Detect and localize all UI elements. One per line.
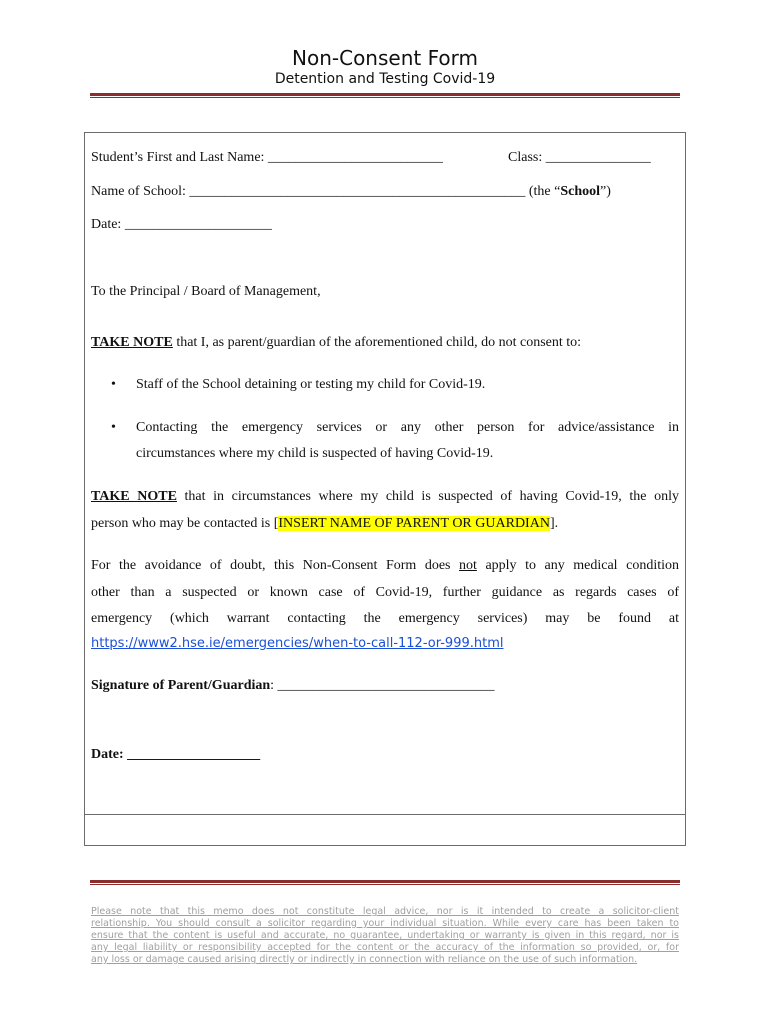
hse-emergency-link[interactable]: https://www2.hse.ie/emergencies/when-to-call-112-or-999.html (91, 636, 504, 651)
signature-date-field[interactable]: Date: ___________________ (91, 747, 261, 762)
date-field[interactable]: Date: _____________________ (91, 217, 272, 232)
insert-name-placeholder[interactable]: INSERT NAME OF PARENT OR GUARDIAN (278, 516, 550, 531)
header-divider (90, 93, 680, 98)
take-note-1-text: that I, as parent/guardian of the aforementioned child, do not consent to: (172, 335, 582, 350)
take-note-1 (91, 335, 581, 351)
class-field[interactable]: Class: _______________ (508, 150, 651, 165)
disclaimer-line-2: relationship. You should consult a solicitor regarding your individual situation. While every care has been taken to (91, 918, 679, 929)
take-note-2 (91, 489, 679, 505)
form-title: Non-Consent Form (292, 46, 478, 70)
form-box-divider (84, 814, 686, 815)
signature-label: Signature of Parent/Guardian (91, 678, 271, 693)
take-note-2-heading: TAKE NOTE (91, 489, 177, 504)
disclaimer-line-4: any legal liability or responsibility accepted for the content or the accuracy of the information so provided, or, for (91, 942, 679, 953)
avoidance-text-a: For the avoidance of doubt, this Non-Consent Form does (91, 558, 460, 573)
contact-line-start: person who may be contacted is [ (91, 516, 279, 531)
school-label-text: Name of School: ________________________________________________ (the “ (91, 184, 561, 199)
take-note-1-heading: TAKE NOTE (91, 335, 173, 350)
bullet-1-marker: • (111, 377, 116, 392)
disclaimer-line-1: Please note that this memo does not constitute legal advice, nor is it intended to create a solicitor-client (91, 906, 679, 917)
take-note-2-text: that in circumstances where my child is suspected of having Covid-19, the only (176, 489, 679, 504)
bullet-2-text-line2: circumstances where my child is suspected of having Covid-19. (136, 446, 494, 461)
disclaimer-line-3: ensure that the content is useful and accurate, no guarantee, undertaking or warranty is given in this regard, nor is (91, 930, 679, 941)
contact-person-line (91, 516, 558, 532)
salutation: To the Principal / Board of Management, (91, 284, 321, 299)
footer-divider (90, 880, 680, 885)
avoidance-line-2: other than a suspected or known case of Covid-19, further guidance as regards cases of (91, 585, 679, 600)
bullet-2-marker: • (111, 420, 116, 435)
form-subtitle: Detention and Testing Covid-19 (274, 71, 496, 87)
signature-line: : _______________________________ (270, 678, 495, 693)
school-close-text: ”) (600, 184, 611, 199)
bullet-2-text-line1: Contacting the emergency services or any other person for advice/assistance in (136, 420, 679, 435)
disclaimer-line-5: any loss or damage caused arising directly or indirectly in connection with reliance on the use of such information. (91, 954, 638, 965)
avoidance-not: not (459, 558, 477, 573)
avoidance-text-b: apply to any medical condition (476, 558, 679, 573)
avoidance-line-3: emergency (which warrant contacting the emergency services) may be found at (91, 611, 679, 626)
bullet-1-text: Staff of the School detaining or testing my child for Covid-19. (136, 377, 486, 392)
signature-field[interactable] (91, 678, 495, 694)
student-name-field[interactable]: Student’s First and Last Name: _________________________ (91, 150, 443, 165)
contact-line-end: ]. (549, 516, 559, 531)
school-defined-term: School (560, 184, 601, 199)
avoidance-line-1 (91, 558, 679, 574)
school-name-field[interactable] (91, 184, 611, 200)
